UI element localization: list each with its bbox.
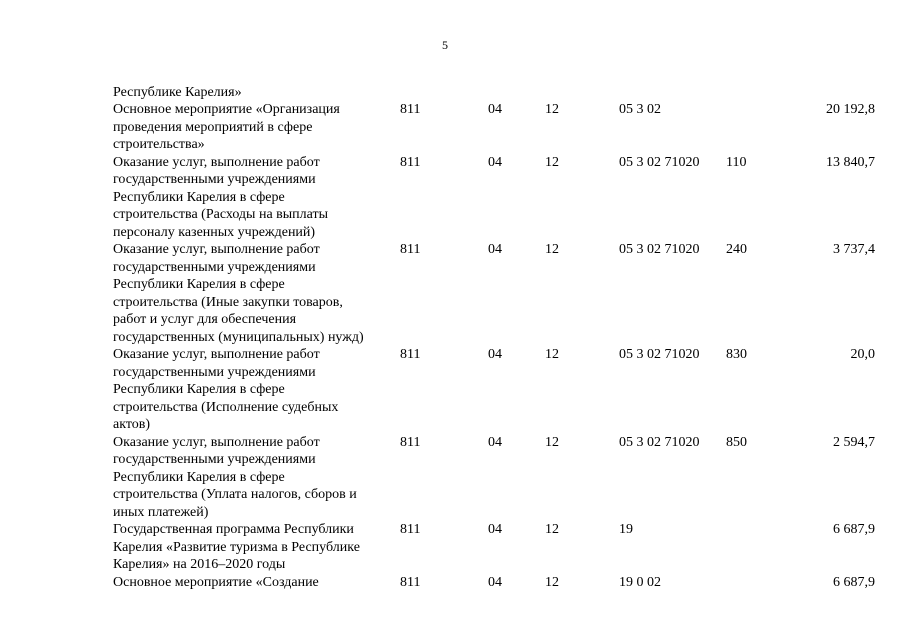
row-name-line: государственных (муниципальных) нужд) xyxy=(113,329,364,345)
row-name-line: Оказание услуг, выполнение работ xyxy=(113,154,320,170)
row-name-line: Республики Карелия в сфере xyxy=(113,469,285,485)
subsection-code: 12 xyxy=(545,522,559,537)
row-name-line: строительства (Расходы на выплаты xyxy=(113,207,329,222)
target-article-code: 05 3 02 71020 xyxy=(619,154,700,170)
ministry-code: 811 xyxy=(400,434,421,450)
row-name xyxy=(113,574,393,592)
expense-type-code: 110 xyxy=(726,154,747,170)
section-code: 04 xyxy=(488,347,502,362)
row-name-line: строительства (Уплата налогов, сборов и xyxy=(113,487,357,502)
ministry-code: 811 xyxy=(400,102,421,117)
row-name-line: Основное мероприятие «Организация xyxy=(113,102,340,117)
row-name-line: Республики Карелия в сфере xyxy=(113,382,285,397)
section-code: 04 xyxy=(488,434,502,450)
row-name-line: Государственная программа Республики xyxy=(113,522,354,537)
expense-type-code: 240 xyxy=(726,242,747,257)
table-row xyxy=(113,154,875,242)
ministry-code: 811 xyxy=(400,522,421,537)
table-row xyxy=(113,434,875,522)
amount: 20,0 xyxy=(850,347,875,362)
section-code: 04 xyxy=(488,522,502,537)
target-article-code: 05 3 02 xyxy=(619,102,661,117)
subsection-code: 12 xyxy=(545,242,559,257)
row-name xyxy=(113,346,393,434)
row-name-line: государственными учреждениями xyxy=(113,452,316,467)
row-name-line: строительства (Исполнение судебных xyxy=(113,399,339,415)
row-name xyxy=(113,434,393,522)
row-name xyxy=(113,241,393,346)
budget-table xyxy=(113,101,875,591)
row-name-line: работ и услуг для обеспечения xyxy=(113,312,297,327)
ministry-code: 811 xyxy=(400,347,421,362)
table-row xyxy=(113,101,875,154)
row-name xyxy=(113,154,393,242)
section-code: 04 xyxy=(488,242,502,257)
row-name-line: Республики Карелия в сфере xyxy=(113,189,285,205)
amount: 6 687,9 xyxy=(833,522,875,537)
table-row xyxy=(113,521,875,574)
row-name-line: Республики Карелия в сфере xyxy=(113,277,285,292)
row-name-line: персоналу казенных учреждений) xyxy=(113,224,316,240)
row-name-line: Оказание услуг, выполнение работ xyxy=(113,347,320,362)
row-name-line: иных платежей) xyxy=(113,504,209,520)
amount: 20 192,8 xyxy=(826,102,875,117)
subsection-code: 12 xyxy=(545,154,559,170)
row-name-line: государственными учреждениями xyxy=(113,172,316,187)
table-row xyxy=(113,346,875,434)
amount: 2 594,7 xyxy=(833,434,875,450)
target-article-code: 05 3 02 71020 xyxy=(619,347,700,362)
ministry-code: 811 xyxy=(400,242,421,257)
subsection-code: 12 xyxy=(545,434,559,450)
ministry-code: 811 xyxy=(400,574,421,590)
row-name-line: Оказание услуг, выполнение работ xyxy=(113,242,320,257)
row-name-line: государственными учреждениями xyxy=(113,259,316,275)
row-name-line: актов) xyxy=(113,417,151,432)
subsection-code: 12 xyxy=(545,102,559,117)
table-row xyxy=(113,574,875,592)
ministry-code: 811 xyxy=(400,154,421,170)
row-name-line: Карелия» на 2016–2020 годы xyxy=(113,557,286,572)
subsection-code: 12 xyxy=(545,574,559,590)
target-article-code: 19 0 02 xyxy=(619,574,661,590)
target-article-code: 19 xyxy=(619,522,633,537)
amount: 6 687,9 xyxy=(833,574,875,590)
page-number: 5 xyxy=(442,38,448,52)
row-name xyxy=(113,101,393,154)
amount: 3 737,4 xyxy=(833,242,875,257)
subsection-code: 12 xyxy=(545,347,559,362)
target-article-code: 05 3 02 71020 xyxy=(619,242,700,257)
row-name-line: Основное мероприятие «Создание xyxy=(113,574,319,590)
row-name-line: Оказание услуг, выполнение работ xyxy=(113,434,320,450)
row-name-line: Карелия «Развитие туризма в Республике xyxy=(113,539,360,555)
row-name-line: проведения мероприятий в сфере xyxy=(113,119,313,135)
section-code: 04 xyxy=(488,102,502,117)
table-row xyxy=(113,241,875,346)
row-name-line: строительства (Иные закупки товаров, xyxy=(113,294,343,310)
expense-type-code: 850 xyxy=(726,434,747,450)
continuation-line: Республике Карелия» xyxy=(113,85,242,100)
row-name-line: строительства» xyxy=(113,137,205,152)
section-code: 04 xyxy=(488,574,502,590)
row-name xyxy=(113,521,393,574)
section-code: 04 xyxy=(488,154,502,170)
target-article-code: 05 3 02 71020 xyxy=(619,434,700,450)
row-name-line: государственными учреждениями xyxy=(113,364,316,380)
amount: 13 840,7 xyxy=(826,154,875,170)
expense-type-code: 830 xyxy=(726,347,747,362)
